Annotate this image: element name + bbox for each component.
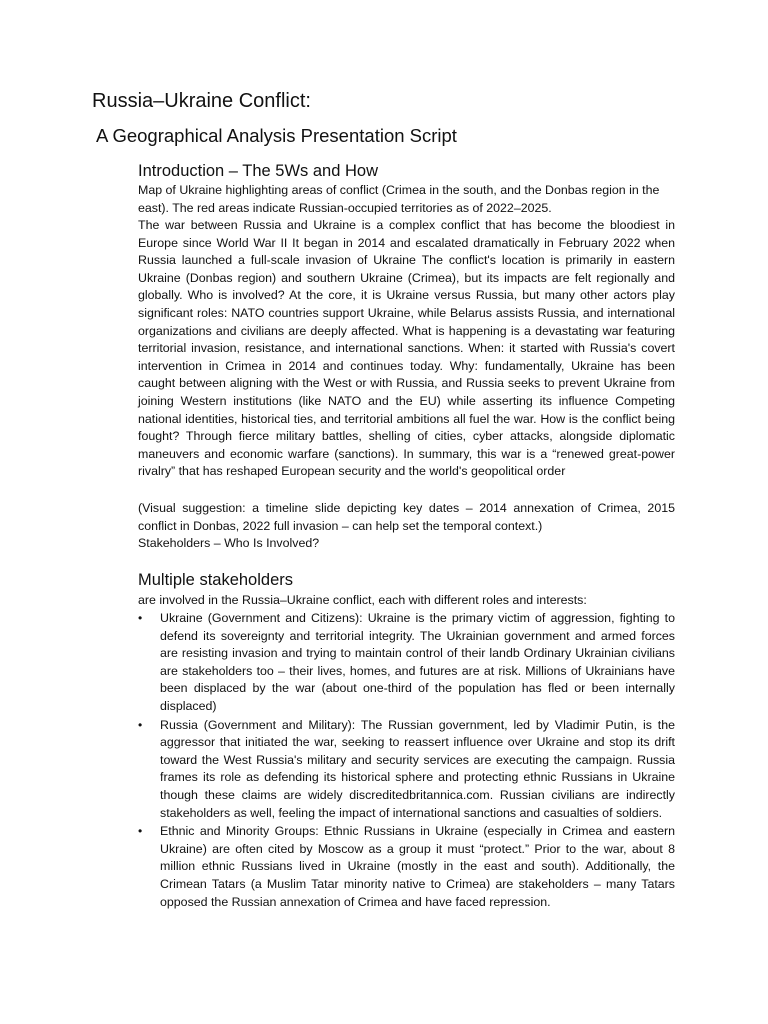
visual-suggestion-paragraph: (Visual suggestion: a timeline slide depicting key dates – 2014 annexation of Crimea, 2015 conflict in Donbas, 2022 full invasion – can help set the temporal context.) — [138, 501, 675, 533]
bullet-icon: • — [138, 824, 143, 839]
list-item-text: Russia (Government and Military): The Russian government, led by Vladimir Putin, is the aggressor that initiated the war, seeking to reassert influence over Ukraine and stop its drift toward the West Russia's military and security services are executing the campaign. Russia frames its role as defending its historical sphere and protecting ethnic Russians in Ukraine though these claims are widely discreditedbritannica.com. Russian civilians are indirectly stakeholders as well, feeling the impact of international sanctions and casualties of soldiers. — [160, 717, 675, 820]
map-paragraph: Map of Ukraine highlighting areas of conflict (Crimea in the south, and the Donbas region in the east). The red areas indicate Russian-occupied territories as of 2022–2025. — [138, 183, 660, 215]
list-item — [138, 717, 675, 823]
bullet-icon: • — [138, 717, 143, 732]
intro-heading: Introduction – The 5Ws and How — [138, 162, 378, 180]
document-subtitle: A Geographical Analysis Presentation Script — [96, 125, 457, 146]
document-title: Russia–Ukraine Conflict: — [92, 90, 311, 112]
stakeholders-intro: are involved in the Russia–Ukraine conflict, each with different roles and interests: — [138, 593, 587, 607]
war-paragraph: The war between Russia and Ukraine is a complex conflict that has become the bloodiest in Europe since World War II It began in 2014 and escalated dramatically in February 2022 when Russia launched a full-scale invasion of Ukraine The conflict's location is primarily in eastern Ukraine (Donbas region) and southern Ukraine (Crimea), but its impacts are felt regionally and globally. Who is involved? At the core, it is Ukraine versus Russia, but many other actors play significant roles: NATO countries support Ukraine, while Belarus assists Russia, and international organizations and civilians are deeply affected. What is happening is a devastating war featuring territorial invasion, resistance, and international sanctions. When: it started with Russia's covert intervention in Crimea in 2014 and continues today. Why: fundamentally, Ukraine has been caught between aligning with the West or with Russia, and Russia seeks to prevent Ukraine from joining Western institutions (like NATO and the EU) while asserting its influence Competing national identities, historical ties, and territorial ambitions all fuel the war. How is the conflict being fought? Through fierce military battles, shelling of cities, cyber attacks, alongside diplomatic maneuvers and economic warfare (sanctions). In summary, this war is a “renewed great-power rivalry” that has reshaped European security and the world's geopolitical order — [138, 218, 675, 479]
bullet-icon: • — [138, 611, 143, 625]
list-item — [138, 610, 675, 716]
list-item — [138, 823, 675, 911]
stakeholders-line: Stakeholders – Who Is Involved? — [138, 536, 320, 550]
list-item-text: Ethnic and Minority Groups: Ethnic Russians in Ukraine (especially in Crimea and eastern Ukraine) are often cited by Moscow as a group it must “protect.” Prior to the war, about 8 million ethnic Russians lived in Ukraine (mostly in the east and south). Additionally, the Crimean Tatars (a Muslim Tatar minority native to Crimea) are stakeholders – many Tatars opposed the Russian annexation of Crimea and have faced repression. — [160, 824, 675, 909]
list-item-text: Ukraine (Government and Citizens): Ukraine is the primary victim of aggression, fighting to defend its sovereignty and territorial integrity. The Ukrainian government and armed forces are resisting invasion and trying to maintain control of their landb Ordinary Ukrainian civilians are stakeholders too – their lives, homes, and futures are at risk. Millions of Ukrainians have been displaced by the war (about one-third of the population has fled or been internally displaced) — [160, 611, 675, 713]
stakeholder-list — [138, 610, 675, 912]
multiple-stakeholders-heading: Multiple stakeholders — [138, 571, 293, 589]
